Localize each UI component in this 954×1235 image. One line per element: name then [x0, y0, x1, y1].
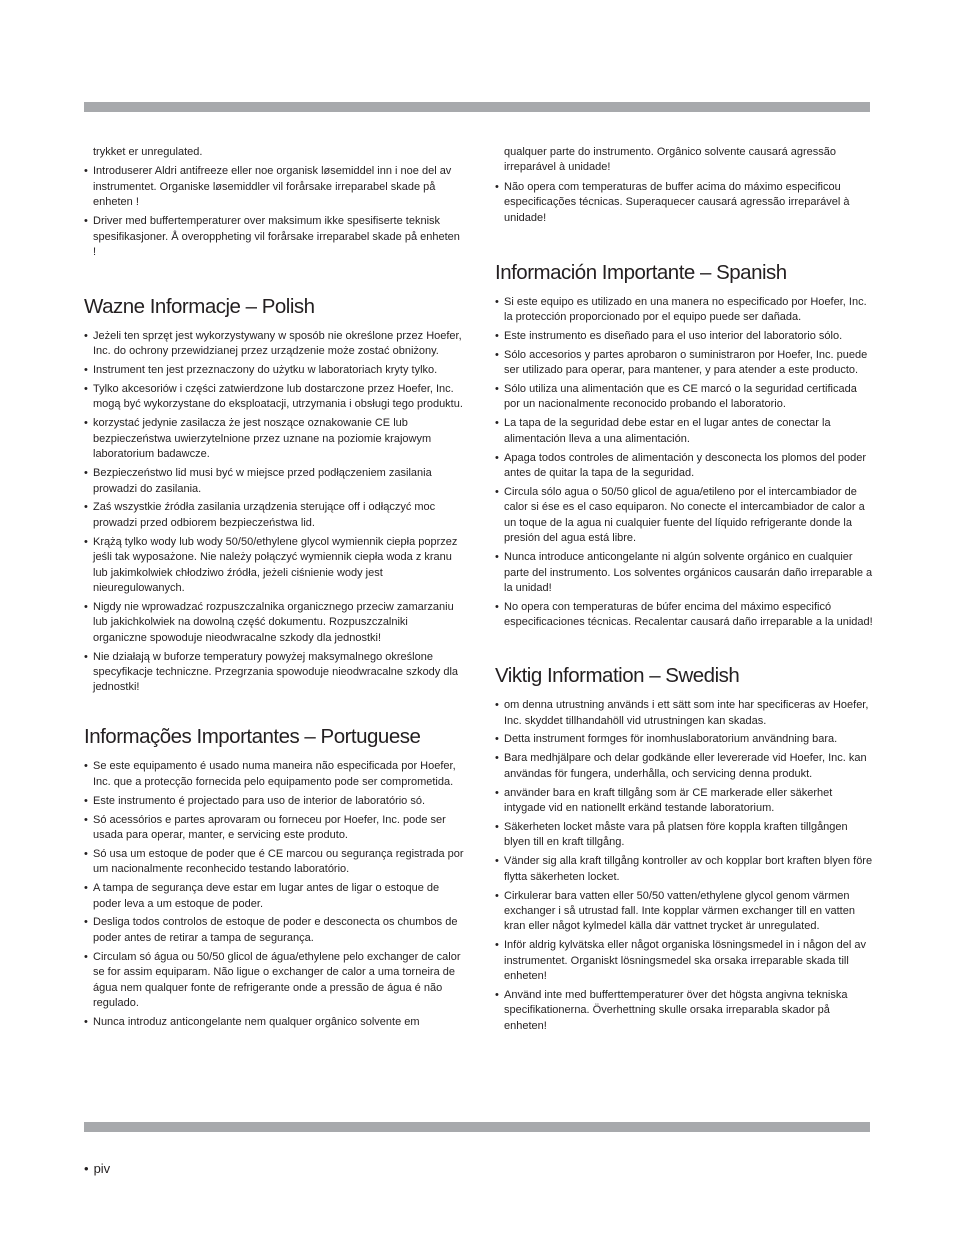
- bullet-marker: •: [495, 329, 499, 342]
- list-item-text: Nunca introduz anticongelante nem qualquer orgânico solvente em: [93, 1015, 420, 1028]
- list-item-text: Vänder sig alla kraft tillgång kontroller av och kopplar bort kraften blyen före flytta säkerheten locket.: [504, 855, 873, 883]
- list-item-text: Nie działają w buforze temperatury powyżej maksymalnego określone specyfikacje techniczne. Przegrzania spowoduje nieodwracalne szkody dla jednostki!: [93, 650, 459, 694]
- bullet-marker: •: [84, 215, 88, 228]
- list-item: [495, 348, 875, 379]
- polish-list: [84, 329, 464, 696]
- bullet-marker: •: [495, 348, 499, 361]
- list-item-text: Introduserer Aldri antifreeze eller noe organisk løsemiddel inn i noe del av instrumentet. Organiske løsemiddler vil forårsake irreparabel skade på enheten !: [93, 165, 452, 209]
- bullet-marker: •: [495, 699, 499, 712]
- footer-bullet: •: [84, 1161, 89, 1176]
- list-item-text: Nigdy nie wprowadzać rozpuszczalnika organicznego przeciw zamarzaniu lub jakichkolwiek na dowolną część dokumentu. Rozpuszczalniki organiczne spowoduje nieodwracalne szkody dla jednostki!: [93, 600, 454, 644]
- list-item-text: La tapa de la seguridad debe estar en el lugar antes de conectar la alimentación lleva a una alimentación.: [504, 417, 831, 445]
- list-item-text: Bezpieczeństwo lid musi być w miejsce przed podłączeniem zasilania prowadzi do zasilania.: [93, 467, 432, 495]
- list-item: [495, 180, 875, 226]
- list-item-text: Si este equipo es utilizado en una manera no especificado por Hoefer, Inc. la protección proporcionado por el equipo puede ser dañada.: [504, 295, 867, 323]
- bullet-marker: •: [495, 383, 499, 396]
- list-item-text: Sólo accesorios y partes aprobaron o suministraron por Hoefer, Inc. puede ser utilizado para operar, para mantener, y para atender a este producto.: [504, 348, 868, 377]
- list-item-text: korzystać jedynie zasilacza że jest noszące oznakowanie CE lub bezpieczeństwa uwierzytelnione przez uznane na poziomie krajowym laboratorium badawcze.: [93, 417, 432, 461]
- list-item: [84, 650, 464, 696]
- bullet-marker: •: [84, 364, 88, 377]
- list-item-text: Se este equipamento é usado numa maneira não especificada por Hoefer, Inc. que a protecção fornecida pelo equipamento pode ser comprometida.: [93, 760, 456, 788]
- norwegian-list: [84, 164, 464, 260]
- list-item-text: Tylko akcesoriów i części zatwierdzone lub dostarczone przez Hoefer, Inc. mogą być wykorzystane do eksploatacji, utrzymania i obsługi tego produktu.: [93, 383, 463, 411]
- bullet-marker: •: [84, 950, 88, 963]
- list-item: [84, 794, 464, 809]
- bullet-marker: •: [84, 760, 88, 773]
- list-item: [495, 382, 875, 413]
- list-item-text: Inför aldrig kylvätska eller något organiska lösningsmedel in i någon del av instrumentet. Organiskt lösningsmedel ska orsaka irreparable skada till enheten!: [504, 939, 866, 983]
- list-item-text: Circulam só água ou 50/50 glicol de água/ethylene pelo exchanger de calor se for assim equiparam. Não ligue o exchanger de calor a uma torneira de água nem qualquer fonte de refrigerante onde a pressão de água é não regulado.: [93, 950, 461, 1009]
- portuguese-list-continued: [495, 180, 875, 226]
- bullet-marker: •: [495, 486, 499, 498]
- list-item: [84, 500, 464, 531]
- bullet-marker: •: [84, 467, 88, 480]
- list-item-text: Driver med buffertemperaturer over maksimum ikke spesifiserte teknisk spesifikasjoner. Å overoppheting vil forårsake irreparabel skade på enheten !: [93, 215, 460, 258]
- bullet-marker: •: [495, 989, 499, 1002]
- portuguese-heading: Informações Importantes – Portuguese: [84, 725, 421, 749]
- bullet-marker: •: [495, 733, 499, 746]
- list-item-text: Krążą tylko wody lub wody 50/50/ethylene glycol wymiennik ciepła poprzez jeśli tak wyposażone. Nie należy połączyć wymiennik ciepła woda z kranu lub jakimkolwiek chłodziwo źródła, jeżeli ciśnienie wody jest nieuregulowanych.: [93, 535, 458, 594]
- bullet-marker: •: [84, 383, 88, 396]
- page-footer: [84, 1161, 110, 1176]
- list-item-text: Não opera com temperaturas de buffer acima do máximo especificou especificações técnicas. Superaquecer causará agressão irreparável à unidade!: [504, 180, 850, 224]
- list-item: [84, 164, 464, 210]
- spanish-heading: Información Importante – Spanish: [495, 260, 787, 284]
- continuation-text: qualquer parte do instrumento. Orgânico solvente causará agressão irreparável à unidade!: [504, 146, 837, 174]
- list-item-text: No opera con temperaturas de búfer encima del máximo especificó especificaciones técnicas. Recalentar causará daño irreparable a la unidad!: [504, 600, 873, 629]
- list-item: [495, 988, 875, 1034]
- list-item: [84, 382, 464, 413]
- bullet-marker: •: [84, 165, 88, 178]
- bullet-marker: •: [495, 551, 499, 564]
- bullet-marker: •: [84, 794, 88, 807]
- list-item: [84, 466, 464, 497]
- list-item-text: Instrument ten jest przeznaczony do użytku w laboratoriach kryty tylko.: [93, 364, 438, 377]
- portuguese-list: [84, 759, 464, 1030]
- list-item: [495, 451, 875, 482]
- list-item: [495, 295, 875, 326]
- bullet-marker: •: [84, 650, 88, 663]
- list-item: [84, 329, 464, 360]
- right-column: [495, 145, 875, 1038]
- list-item-text: A tampa de segurança deve estar em lugar antes de ligar o estoque de poder leva a um estoque de poder.: [93, 882, 440, 910]
- bullet-marker: •: [84, 916, 88, 929]
- list-item: [84, 881, 464, 912]
- bullet-marker: •: [84, 600, 88, 613]
- bullet-marker: •: [495, 752, 499, 765]
- list-item: [495, 889, 875, 935]
- list-item: [84, 535, 464, 597]
- bullet-marker: •: [84, 847, 88, 860]
- list-item-text: Zaś wszystkie źródła zasilania urządzenia sterujące off i odłączyć moc prowadzi przed odbiorem bezpieczeństwa lid.: [93, 501, 436, 529]
- list-item: [84, 416, 464, 462]
- bullet-marker: •: [495, 939, 499, 952]
- bullet-marker: •: [495, 295, 499, 308]
- list-item-text: Sólo utiliza una alimentación que es CE marcó o la seguridad certificada por un nacionalmente reconocido probando el laboratorio.: [504, 383, 857, 411]
- continuation-text: trykket er unregulated.: [93, 146, 203, 158]
- list-item: [495, 416, 875, 447]
- polish-heading: Wazne Informacje – Polish: [84, 294, 315, 318]
- list-item-text: använder bara en kraft tillgång som är CE markerade eller säkerhet intygade vid en nationellt erkänd testande laboratorium.: [504, 786, 833, 815]
- bullet-marker: •: [84, 535, 88, 548]
- bullet-marker: •: [84, 1015, 88, 1028]
- list-item-text: Detta instrument formges för inomhuslaboratorium användning bara.: [504, 733, 838, 746]
- list-item-text: Använd inte med bufferttemperaturer över det högsta angivna tekniska specifikationerna. Överhettning skulle orsaka irreparabla skador på enheten!: [504, 989, 848, 1032]
- bullet-marker: •: [495, 600, 499, 613]
- header-rule: [84, 102, 870, 112]
- list-item: [495, 751, 875, 782]
- list-item: [495, 698, 875, 729]
- bullet-marker: •: [495, 180, 499, 193]
- list-item-text: Bara medhjälpare och delar godkände eller levererade vid Hoefer, Inc. kan användas för fungera, underhålla, och servicing denna produkt.: [504, 752, 867, 780]
- bullet-marker: •: [84, 882, 88, 895]
- bullet-marker: •: [495, 417, 499, 430]
- swedish-heading: Viktig Information – Swedish: [495, 664, 740, 688]
- list-item-text: Só usa um estoque de poder que é CE marcou ou segurança registrada por um nacionalmente reconhecido testando laboratório.: [93, 847, 464, 876]
- list-item-text: Apaga todos controles de alimentación y desconecta los plomos del poder antes de quitar la tapa de la seguridad.: [504, 451, 867, 480]
- list-item: [495, 732, 875, 747]
- list-item: [495, 854, 875, 885]
- list-item: [495, 485, 875, 547]
- list-item: [84, 214, 464, 260]
- list-item-text: Circula sólo agua o 50/50 glicol de agua/etileno por el intercambiador de calor si ése es el caso equiparon. No conecte el intercambiador de calor a un toque de la agua ni cualquier fuente del líquido refrigerante donde la presión del agua está libre.: [504, 486, 865, 545]
- list-item: [84, 600, 464, 646]
- spanish-list: [495, 295, 875, 631]
- list-item: [495, 820, 875, 851]
- bullet-marker: •: [495, 451, 499, 464]
- swedish-list: [495, 698, 875, 1034]
- bullet-marker: •: [495, 889, 499, 902]
- list-item: [495, 329, 875, 344]
- list-item-text: Só acessórios e partes aprovaram ou forneceu por Hoefer, Inc. pode ser usada para operar, manter, e servicing este produto.: [93, 813, 446, 841]
- bullet-marker: •: [84, 329, 88, 342]
- list-item: [84, 759, 464, 790]
- list-item-text: Este instrumento es diseñado para el uso interior del laboratorio sólo.: [504, 329, 843, 342]
- list-item: [495, 600, 875, 631]
- list-item: [495, 550, 875, 596]
- footer-rule: [84, 1122, 870, 1132]
- bullet-marker: •: [84, 501, 88, 514]
- list-item-text: om denna utrustning används i ett sätt som inte har specificeras av Hoefer, Inc. skyddet tillhandahöll vid utrustningen kan skadas.: [504, 699, 869, 727]
- bullet-marker: •: [495, 786, 499, 799]
- list-item: [84, 1015, 464, 1030]
- list-item: [84, 950, 464, 1012]
- list-item: [495, 786, 875, 817]
- list-item-text: Säkerheten locket måste vara på platsen före koppla kraften tillgången blyen till en kraft tillgång.: [504, 821, 848, 849]
- list-item: [495, 938, 875, 984]
- list-item-text: Nunca introduce anticongelante ni algún solvente orgánico en cualquier parte del instrumento. Los solventes orgánicos causarán daño irreparable a la unidad!: [504, 551, 873, 594]
- list-item: [84, 363, 464, 378]
- bullet-marker: •: [495, 855, 499, 868]
- bullet-marker: •: [84, 417, 88, 430]
- list-item-text: Este instrumento é projectado para uso de interior de laboratório só.: [93, 794, 426, 807]
- list-item-text: Cirkulerar bara vatten eller 50/50 vatten/ethylene glycol genom värmen exchanger i så utrustad fall. Inte kopplar värmen exchanger till en vatten kran eller något kylmedel källa där vattnet trycket är unregulated.: [504, 889, 855, 933]
- list-item: [84, 915, 464, 946]
- left-column: [84, 145, 464, 1034]
- bullet-marker: •: [84, 813, 88, 826]
- list-item: [84, 813, 464, 844]
- bullet-marker: •: [495, 821, 499, 833]
- list-item: [84, 847, 464, 878]
- page-number: piv: [93, 1161, 111, 1176]
- list-item-text: Jeżeli ten sprzęt jest wykorzystywany w sposób nie określone przez Hoefer, Inc. do ochrony przewidzianej przez urządzenie może zostać obniżony.: [93, 329, 462, 358]
- list-item-text: Desliga todos controlos de estoque de poder e desconecta os chumbos de poder antes de retirar a tampa de segurança.: [93, 916, 458, 944]
